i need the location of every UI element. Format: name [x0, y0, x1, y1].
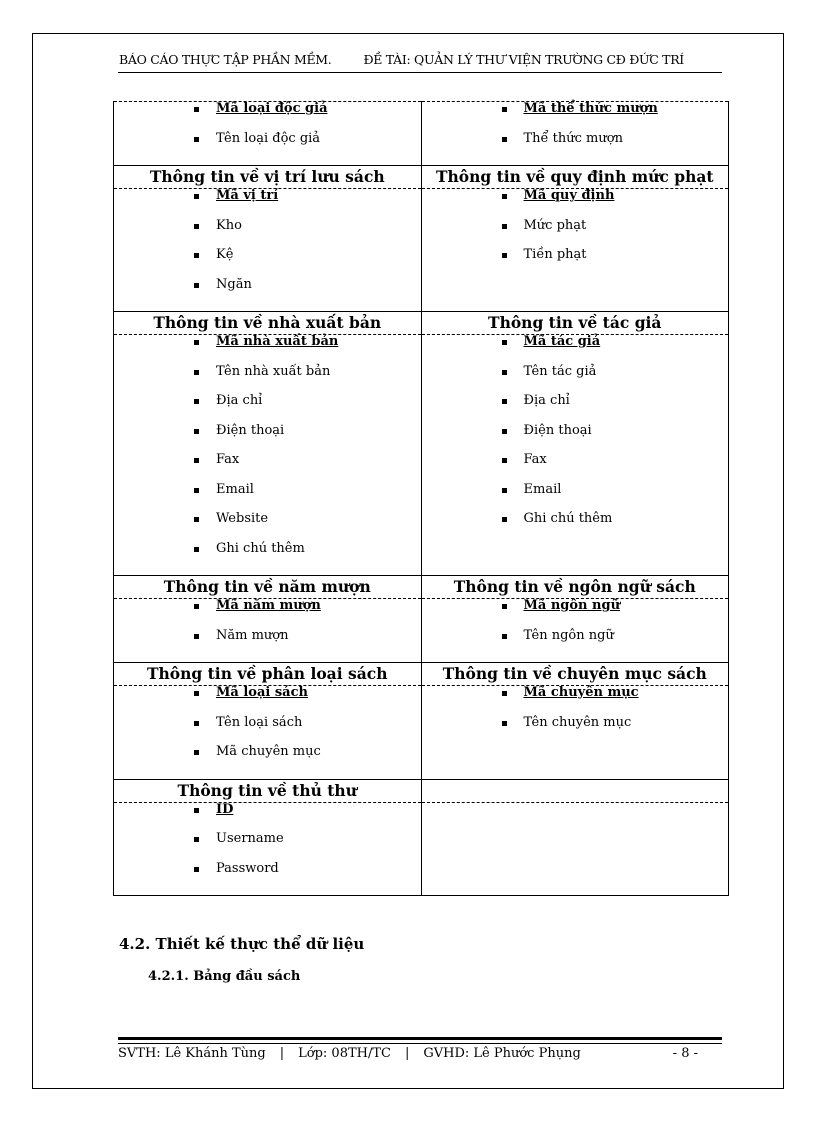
footer-class: Lớp: 08TH/TC [298, 1046, 391, 1061]
field-item: Mức phạt [422, 219, 729, 249]
header-report-title: BÁO CÁO THỰC TẬP PHẦN MỀM. [119, 52, 332, 67]
section-title: 4.2. Thiết kế thực thể dữ liệu [119, 935, 365, 953]
footer-advisor: GVHD: Lê Phước Phụng [423, 1046, 581, 1061]
entity-title: Thông tin về thủ thư [114, 779, 422, 802]
field-list [114, 102, 421, 165]
primary-key-field: Mã loại độc giả [114, 102, 421, 132]
field-item: Ghi chú thêm [422, 512, 729, 542]
footer-rule-thin [118, 1043, 722, 1044]
primary-key-field: Mã ngôn ngữ [422, 599, 729, 629]
section-header-row [114, 779, 729, 802]
section-header-row [114, 576, 729, 599]
field-cell [114, 102, 422, 166]
entity-title: Thông tin về nhà xuất bản [114, 312, 422, 335]
field-item: Mã chuyên mục [114, 745, 421, 775]
page-number: - 8 - [672, 1046, 698, 1061]
field-cell [421, 335, 729, 576]
field-cell [421, 686, 729, 780]
field-item: Email [114, 483, 421, 513]
field-cell [114, 335, 422, 576]
entity-title: Thông tin về tác giả [421, 312, 729, 335]
entity-title: Thông tin về quy định mức phạt [421, 166, 729, 189]
field-item: Ghi chú thêm [114, 542, 421, 572]
table-row [114, 599, 729, 663]
field-list [422, 335, 729, 546]
entity-title: Thông tin về vị trí lưu sách [114, 166, 422, 189]
field-list [422, 599, 729, 662]
primary-key-field: Mã năm mượn [114, 599, 421, 629]
header-topic: ĐỀ TÀI: QUẢN LÝ THƯ VIỆN TRƯỜNG CĐ ĐỨC TRÍ [363, 52, 684, 67]
field-item: Username [114, 832, 421, 862]
field-item: Kệ [114, 248, 421, 278]
field-cell [114, 686, 422, 780]
entity-title: Thông tin về ngôn ngữ sách [421, 576, 729, 599]
field-item: Tiền phạt [422, 248, 729, 278]
primary-key-field: ID [114, 803, 421, 833]
field-item: Password [114, 862, 421, 892]
field-item: Tên nhà xuất bản [114, 365, 421, 395]
field-list [422, 189, 729, 282]
subsection-title: 4.2.1. Bảng đầu sách [148, 969, 301, 984]
header-rule [118, 72, 722, 73]
primary-key-field: Mã chuyên mục [422, 686, 729, 716]
field-item: Điện thoại [422, 424, 729, 454]
footer-rule-thick [118, 1037, 722, 1040]
field-cell [114, 599, 422, 663]
field-item: Tên chuyên mục [422, 716, 729, 746]
field-list [114, 335, 421, 575]
field-list [114, 686, 421, 779]
field-item: Ngăn [114, 278, 421, 308]
field-cell [114, 802, 422, 896]
table-row [114, 102, 729, 166]
section-header-row [114, 166, 729, 189]
field-list [114, 803, 421, 896]
primary-key-field: Mã thể thức mượn [422, 102, 729, 132]
field-cell [421, 189, 729, 312]
field-list [114, 189, 421, 311]
table-row [114, 189, 729, 312]
footer-separator: | [404, 1046, 410, 1061]
field-item: Tên loại độc giả [114, 132, 421, 162]
field-item: Năm mượn [114, 629, 421, 659]
field-list [422, 102, 729, 165]
field-item: Email [422, 483, 729, 513]
field-list [422, 686, 729, 749]
field-list [114, 599, 421, 662]
footer-student: SVTH: Lê Khánh Tùng [118, 1046, 266, 1061]
field-item: Kho [114, 219, 421, 249]
primary-key-field: Mã nhà xuất bản [114, 335, 421, 365]
section-header-row [114, 312, 729, 335]
entity-title: Thông tin về chuyên mục sách [421, 663, 729, 686]
section-header-row [114, 663, 729, 686]
entity-title: Thông tin về phân loại sách [114, 663, 422, 686]
field-cell [421, 599, 729, 663]
field-item: Địa chỉ [422, 394, 729, 424]
table-row [114, 802, 729, 896]
table-row [114, 335, 729, 576]
primary-key-field: Mã tác giả [422, 335, 729, 365]
entity-title [421, 779, 729, 802]
field-item: Địa chỉ [114, 394, 421, 424]
primary-key-field: Mã loại sách [114, 686, 421, 716]
field-item: Tên loại sách [114, 716, 421, 746]
running-header [119, 52, 719, 67]
entity-info-table [113, 101, 729, 896]
running-footer [118, 1046, 722, 1061]
field-item: Fax [422, 453, 729, 483]
field-list [422, 803, 729, 807]
field-cell [421, 102, 729, 166]
footer-separator: | [279, 1046, 285, 1061]
field-item: Tên ngôn ngữ [422, 629, 729, 659]
field-item: Điện thoại [114, 424, 421, 454]
entity-title: Thông tin về năm mượn [114, 576, 422, 599]
field-item: Tên tác giả [422, 365, 729, 395]
field-item: Website [114, 512, 421, 542]
field-item: Fax [114, 453, 421, 483]
primary-key-field: Mã quy định [422, 189, 729, 219]
field-cell [421, 802, 729, 896]
field-cell [114, 189, 422, 312]
primary-key-field: Mã vị trí [114, 189, 421, 219]
field-item: Thể thức mượn [422, 132, 729, 162]
table-row [114, 686, 729, 780]
